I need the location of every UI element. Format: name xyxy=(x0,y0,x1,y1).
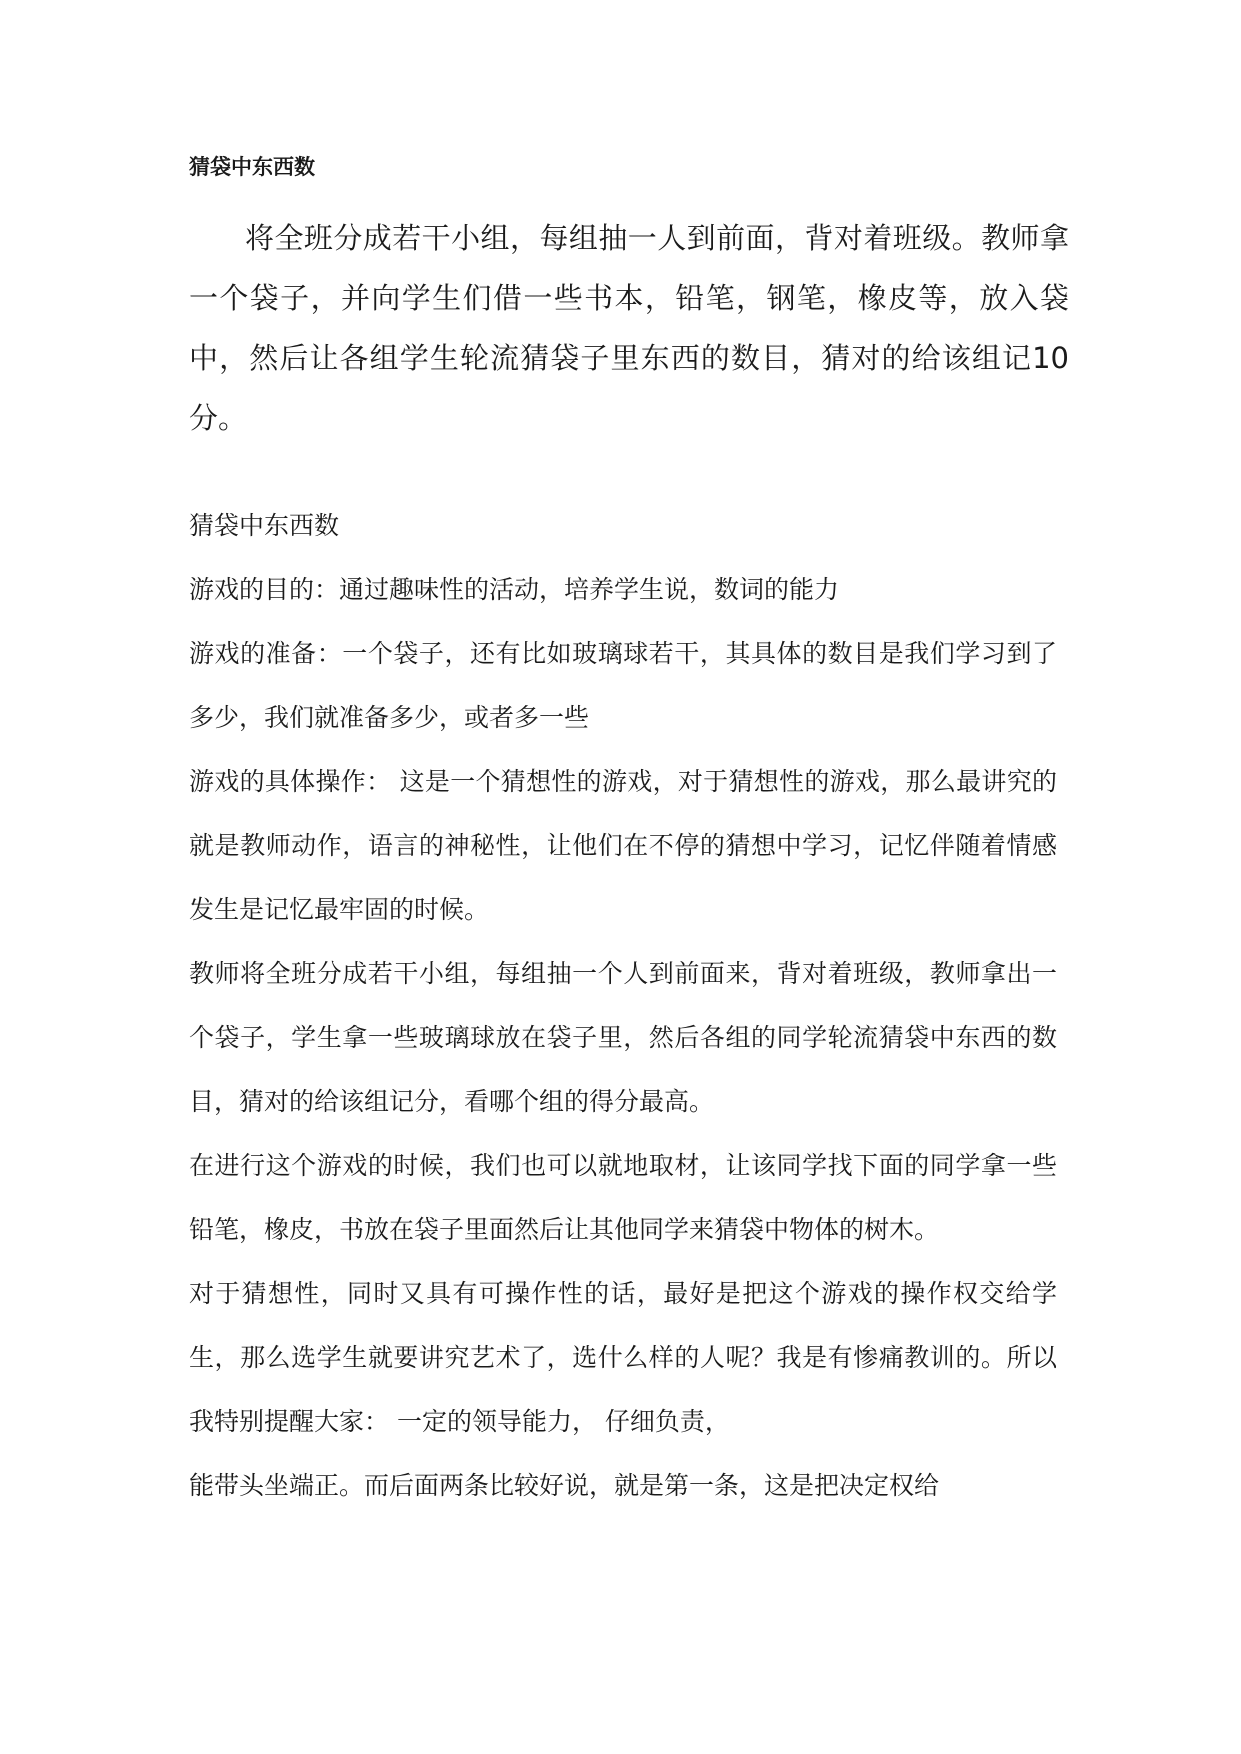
game-description-section xyxy=(189,494,1057,1518)
body-paragraph: 教师将全班分成若干小组，每组抽一个人到前面来，背对着班级，教师拿出一个袋子，学生拿一些玻璃球放在袋子里，然后各组的同学轮流猜袋中东西的数目，猜对的给该组记分，看哪个组的得分最高。 xyxy=(189,959,1057,1116)
operation-paragraph: 游戏的具体操作： 这是一个猜想性的游戏，对于猜想性的游戏，那么最讲究的就是教师动作，语言的神秘性，让他们在不停的猜想中学习，记忆伴随着情感发生是记忆最牢固的时候。 xyxy=(189,767,1057,924)
intro-block xyxy=(189,208,1069,448)
page-title: 猜袋中东西数 xyxy=(189,155,315,179)
intro-paragraph: 将全班分成若干小组，每组抽一人到前面，背对着班级。教师拿一个袋子，并向学生们借一些书本，铅笔，钢笔，橡皮等，放入袋中，然后让各组学生轮流猜袋子里东西的数目，猜对的给该组记10分。 xyxy=(189,221,1069,435)
section-title: 猜袋中东西数 xyxy=(189,511,340,540)
purpose-paragraph: 游戏的目的：通过趣味性的活动，培养学生说，数词的能力 xyxy=(189,575,840,604)
body-paragraph: 对于猜想性，同时又具有可操作性的话，最好是把这个游戏的操作权交给学生，那么选学生就要讲究艺术了，选什么样的人呢？我是有惨痛教训的。所以我特别提醒大家： 一定的领导能力， 仔细负责， xyxy=(189,1279,1057,1436)
preparation-paragraph: 游戏的准备：一个袋子，还有比如玻璃球若干，其具体的数目是我们学习到了多少，我们就准备多少，或者多一些 xyxy=(189,639,1057,732)
body-paragraph: 在进行这个游戏的时候，我们也可以就地取材，让该同学找下面的同学拿一些铅笔，橡皮，书放在袋子里面然后让其他同学来猜袋中物体的树木。 xyxy=(189,1151,1057,1244)
body-paragraph: 能带头坐端正。而后面两条比较好说，就是第一条，这是把决定权给 xyxy=(189,1471,940,1500)
